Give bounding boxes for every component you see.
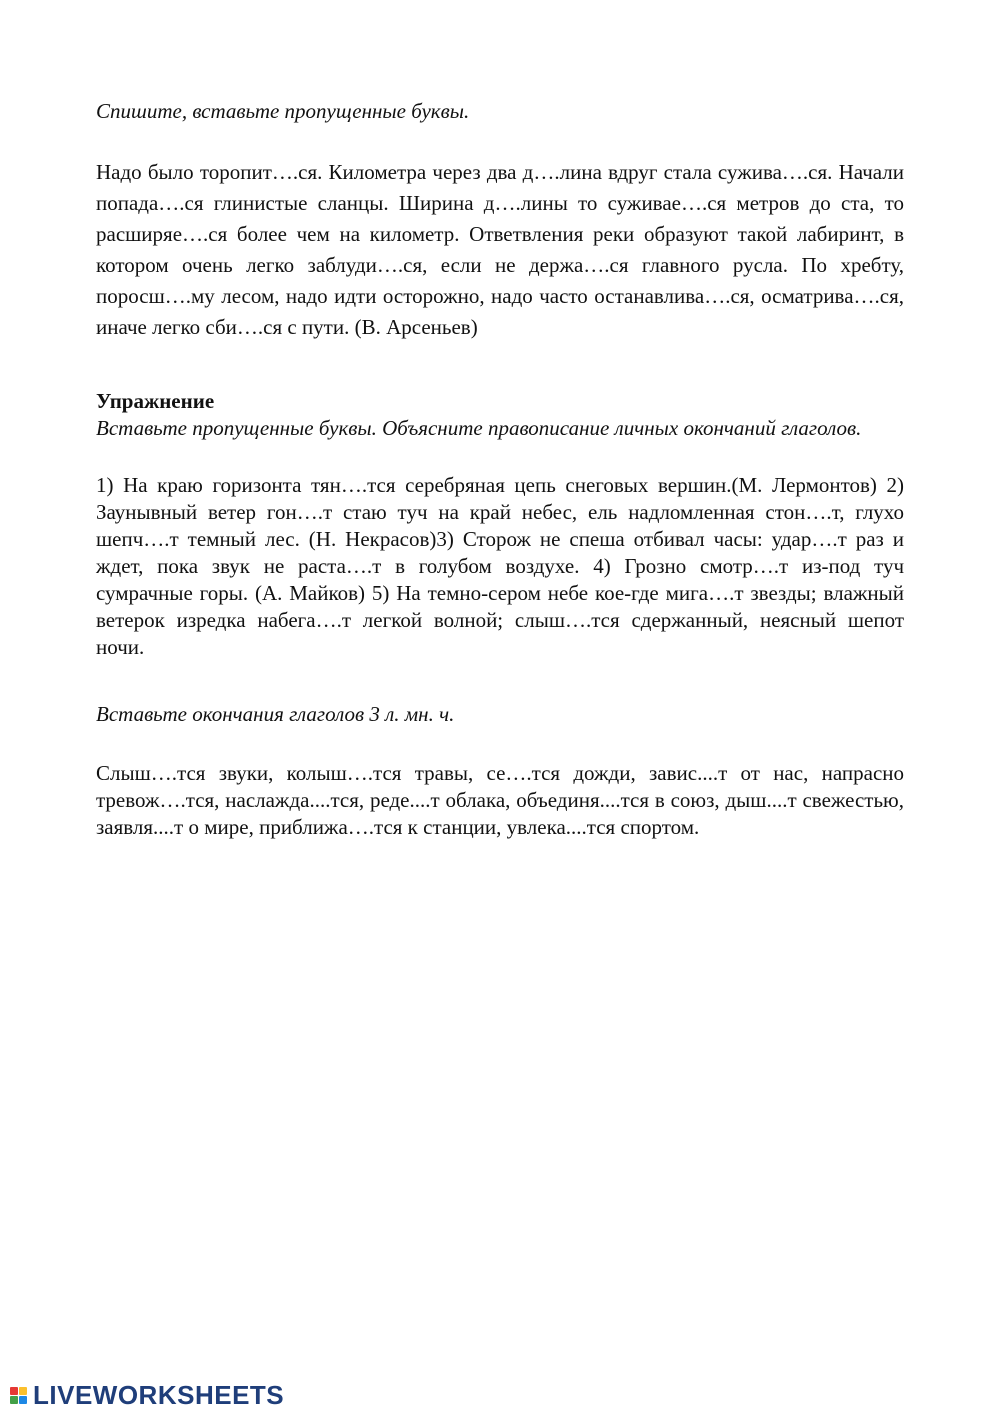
worksheet-page [96,96,904,841]
section3-text: Слыш….тся звуки, колыш….тся травы, се….тся дожди, завис....т от нас, напрасно тревож….тся, наслажда....тся, реде....т облака, объединя....тся в союз, дыш....т свежестью, заявля....т о мире, приближа….тся к станции, увлека....тся спортом. [96,761,904,839]
section3-instruction: Вставьте окончания глаголов 3 л. мн. ч. [96,702,455,726]
section2-instruction: Вставьте пропущенные буквы. Объясните правописание личных окончаний глаголов. [96,416,862,440]
section1-instruction: Спишите, вставьте пропущенные буквы. [96,99,470,123]
logo-square [10,1387,18,1395]
section1-text: Надо было торопит….ся. Километра через два д….лина вдруг стала сужива….ся. Начали попада….ся глинистые сланцы. Ширина д….лины то суживае….ся метров до ста, то расширяе….ся более чем на километр. Ответвления реки образуют такой лабиринт, в котором очень легко заблуди….ся, если не держа….ся главного русла. По хребту, поросш….му лесом, надо идти осторожно, надо часто останавлива….ся, осматрива….ся, иначе легко сби….ся с пути. (В. Арсеньев) [96,160,904,339]
liveworksheets-logo-text: LIVEWORKSHEETS [33,1379,285,1410]
logo-square [10,1396,18,1404]
liveworksheets-logo [10,1380,284,1410]
liveworksheets-logo-icon [10,1387,27,1404]
logo-square [19,1396,27,1404]
logo-square [19,1387,27,1395]
exercise-heading: Упражнение [96,389,215,413]
section2-text: 1) На краю горизонта тян….тся серебряная цепь снеговых вершин.(М. Лермонтов) 2) Заунывный ветер гон….т стаю туч на край небес, ель надломленная стон….т, глухо шепч….т темный лес. (Н. Некрасов)3) Сторож не спеша отбивал часы: удар….т раз и ждет, пока звук не раста….т в голубом воздухе. 4) Грозно смотр….т из-под туч сумрачные горы. (А. Майков) 5) На темно-сером небе кое-где мига….т звезды; влажный ветерок изредка набега….т легкой волной; слыш….тся сдержанный, неясный шепот ночи. [96,473,904,659]
